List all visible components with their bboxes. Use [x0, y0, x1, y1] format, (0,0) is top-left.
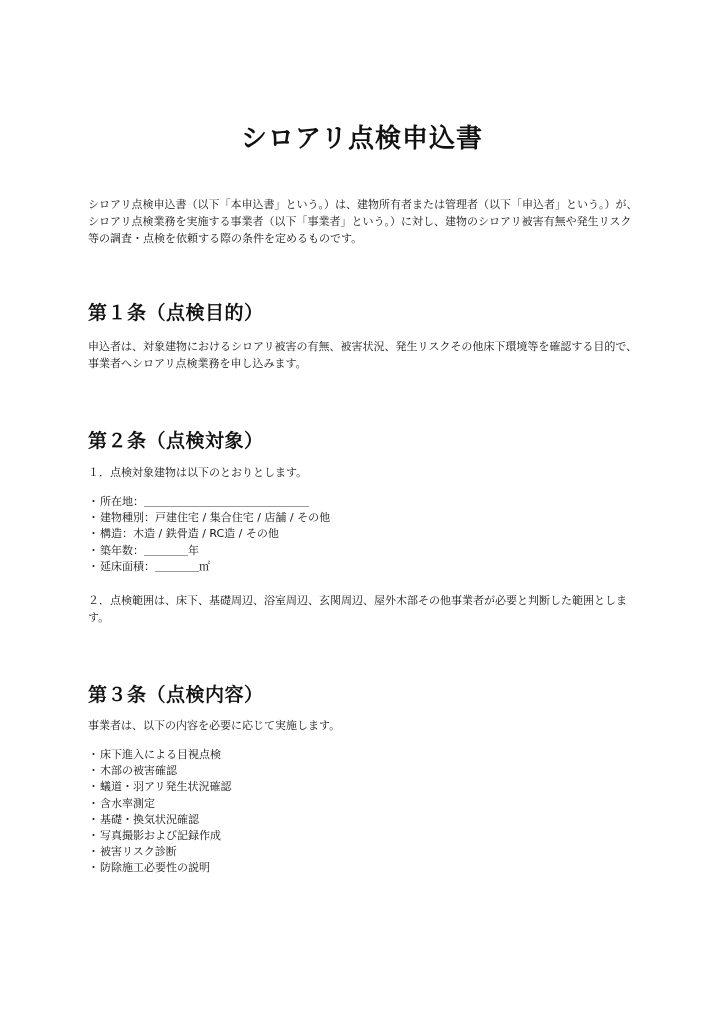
- bullet-mark: ・: [88, 543, 99, 557]
- list-item-text: 基礎・換気状況確認: [100, 812, 199, 826]
- article-2-heading: 第２条（点検対象）: [88, 430, 264, 452]
- bullet-mark: ・: [88, 748, 99, 761]
- article-2-item-1: １．点検対象建物は以下のとおりとします。: [88, 466, 308, 479]
- list-item-text: 建物種別：戸建住宅 / 集合住宅 / 店舗 / その他: [100, 511, 331, 525]
- bullet-mark: ・: [88, 796, 99, 810]
- list-item: [88, 763, 640, 779]
- list-item: [88, 812, 640, 828]
- intro-paragraph: シロアリ点検申込書（以下「本申込書」という。）は、建物所有者または管理者（以下「申込者」という。）が、シロアリ点検業務を実施する事業者（以下「事業者」という。）に対し、建物のシロアリ被害有無や発生リスク等の調査・点検を依頼する際の条件を定めるものです。: [88, 198, 638, 245]
- list-item: [88, 494, 640, 510]
- list-item: [88, 510, 640, 526]
- list-item: [88, 543, 640, 559]
- bullet-mark: ・: [88, 559, 99, 573]
- list-item-text: 築年数：＿＿＿＿年: [100, 543, 199, 557]
- list-item-text: 防除施工必要性の説明: [100, 861, 210, 875]
- article-2-item-2: ２．点検範囲は、床下、基礎周辺、浴室周辺、玄関周辺、屋外木部その他事業者が必要と判断した範囲とします。: [88, 594, 627, 624]
- bullet-mark: ・: [88, 495, 99, 508]
- bullet-mark: ・: [88, 861, 99, 875]
- list-item-text: 木部の被害確認: [100, 764, 177, 778]
- bullet-mark: ・: [88, 527, 99, 541]
- list-item-text: 構造：木造 / 鉄骨造 / RC造 / その他: [100, 527, 279, 541]
- list-item: [88, 844, 640, 860]
- list-item-text: 所在地：＿＿＿＿＿＿＿＿＿＿＿＿＿＿＿: [100, 495, 309, 508]
- bullet-mark: ・: [88, 511, 99, 525]
- list-item: [88, 779, 640, 795]
- article-1-body: 申込者は、対象建物におけるシロアリ被害の有無、被害状況、発生リスクその他床下環境等を確認する目的で、事業者へシロアリ点検業務を申し込みます。: [88, 340, 638, 370]
- list-item-text: 床下進入による目視点検: [100, 748, 221, 761]
- document-title: シロアリ点検申込書: [241, 124, 483, 154]
- article-3-lead: 事業者は、以下の内容を必要に応じて実施します。: [88, 719, 341, 732]
- list-item-text: 写真撮影および記録作成: [100, 829, 221, 843]
- list-item: [88, 828, 640, 844]
- bullet-mark: ・: [88, 780, 99, 794]
- bullet-mark: ・: [88, 812, 99, 826]
- article-1-heading: 第１条（点検目的）: [88, 302, 264, 324]
- article-3-heading: 第３条（点検内容）: [88, 684, 264, 706]
- list-item: [88, 747, 640, 763]
- article-3-bullet-list: [88, 747, 640, 877]
- list-item-text: 延床面積：＿＿＿＿㎡: [100, 559, 210, 573]
- list-item: [88, 559, 640, 575]
- bullet-mark: ・: [88, 764, 99, 778]
- list-item-text: 含水率測定: [100, 796, 155, 810]
- bullet-mark: ・: [88, 845, 99, 859]
- list-item: [88, 526, 640, 542]
- article-2-bullet-list: [88, 494, 640, 575]
- list-item: [88, 796, 640, 812]
- list-item-text: 蟻道・羽アリ発生状況確認: [100, 780, 232, 794]
- list-item-text: 被害リスク診断: [100, 845, 177, 859]
- bullet-mark: ・: [88, 829, 99, 843]
- list-item: [88, 860, 640, 876]
